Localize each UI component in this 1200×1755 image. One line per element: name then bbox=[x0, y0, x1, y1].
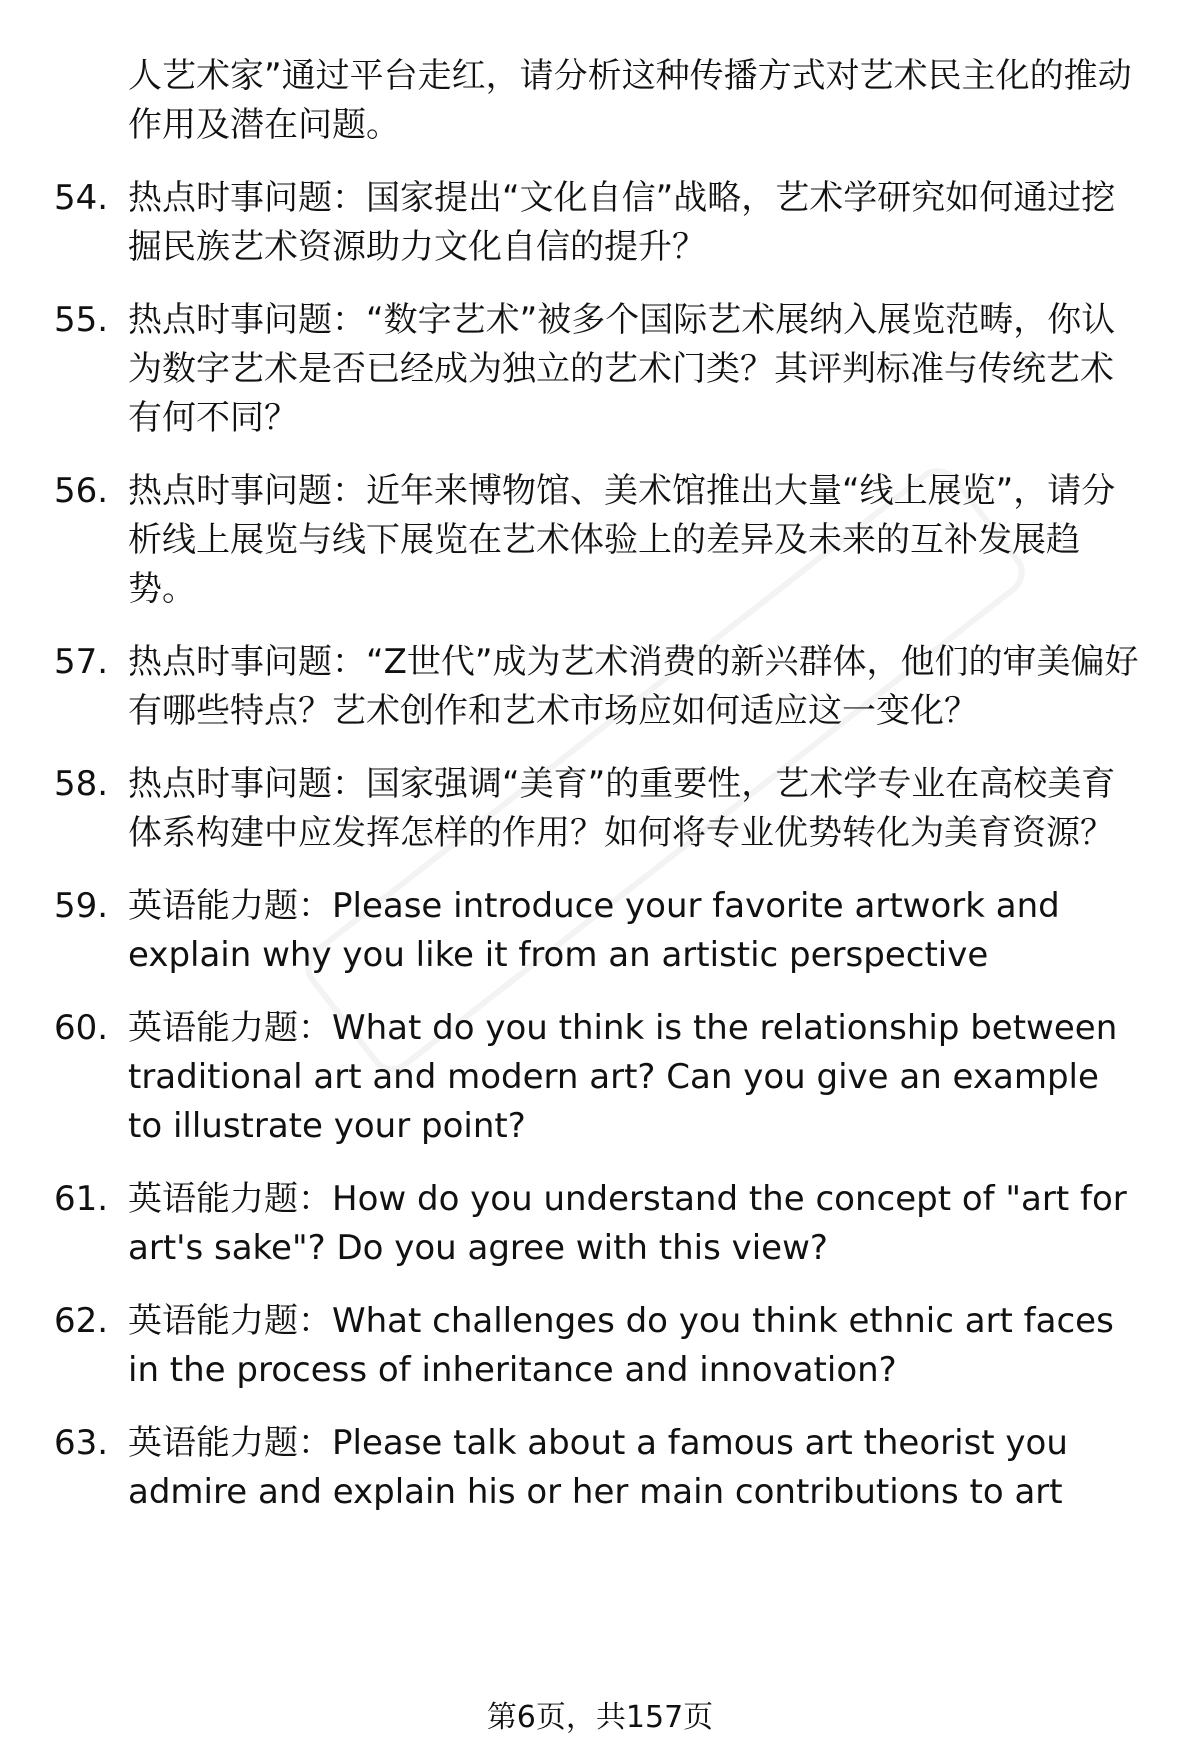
question-text: 热点时事问题：“Z世代”成为艺术消费的新兴群体，他们的审美偏好有哪些特点？艺术创作和艺术市场应如何适应这一变化？ bbox=[128, 642, 1139, 731]
question-item bbox=[54, 1004, 1154, 1151]
question-item bbox=[54, 296, 1154, 443]
question-text: 人艺术家”通过平台走红，请分析这种传播方式对艺术民主化的推动作用及潜在问题。 bbox=[128, 56, 1132, 145]
question-item bbox=[54, 1175, 1154, 1273]
question-text: 英语能力题：Please talk about a famous art theorist you admire and explain his or her main contributions to art bbox=[128, 1423, 1068, 1512]
question-number: 56. bbox=[54, 471, 109, 511]
question-item bbox=[54, 1419, 1154, 1517]
question-number: 60. bbox=[54, 1008, 109, 1048]
question-text: 热点时事问题：“数字艺术”被多个国际艺术展纳入展览范畴，你认为数字艺术是否已经成为独立的艺术门类？其评判标准与传统艺术有何不同？ bbox=[128, 300, 1116, 438]
question-text: 英语能力题：How do you understand the concept of "art for art's sake"? Do you agree with this view? bbox=[128, 1179, 1127, 1268]
question-item bbox=[54, 174, 1154, 272]
question-number: 58. bbox=[54, 764, 109, 804]
question-number: 54. bbox=[54, 178, 109, 218]
question-number: 62. bbox=[54, 1301, 109, 1341]
question-text: 热点时事问题：国家强调“美育”的重要性，艺术学专业在高校美育体系构建中应发挥怎样的作用？如何将专业优势转化为美育资源？ bbox=[128, 764, 1116, 853]
question-list bbox=[54, 52, 1154, 1517]
question-number: 57. bbox=[54, 642, 109, 682]
question-text: 英语能力题：What do you think is the relationship between traditional art and modern art? Can you give an example to illustrate your point? bbox=[128, 1008, 1118, 1146]
question-number: 59. bbox=[54, 886, 109, 926]
question-number: 61. bbox=[54, 1179, 109, 1219]
question-number: 63. bbox=[54, 1423, 109, 1463]
page-footer: 第6页，共157页 bbox=[486, 1700, 714, 1735]
question-item bbox=[54, 760, 1154, 858]
question-number: 55. bbox=[54, 300, 109, 340]
question-item bbox=[54, 882, 1154, 980]
question-item bbox=[54, 1297, 1154, 1395]
question-text: 英语能力题：Please introduce your favorite artwork and explain why you like it from an artistic perspective bbox=[128, 886, 1060, 975]
question-text: 英语能力题：What challenges do you think ethnic art faces in the process of inheritance and innovation? bbox=[128, 1301, 1114, 1390]
question-text: 热点时事问题：近年来博物馆、美术馆推出大量“线上展览”，请分析线上展览与线下展览在艺术体验上的差异及未来的互补发展趋势。 bbox=[128, 471, 1116, 609]
question-text: 热点时事问题：国家提出“文化自信”战略，艺术学研究如何通过挖掘民族艺术资源助力文化自信的提升？ bbox=[128, 178, 1116, 267]
question-continuation bbox=[54, 52, 1154, 150]
question-item bbox=[54, 467, 1154, 614]
question-item bbox=[54, 638, 1154, 736]
